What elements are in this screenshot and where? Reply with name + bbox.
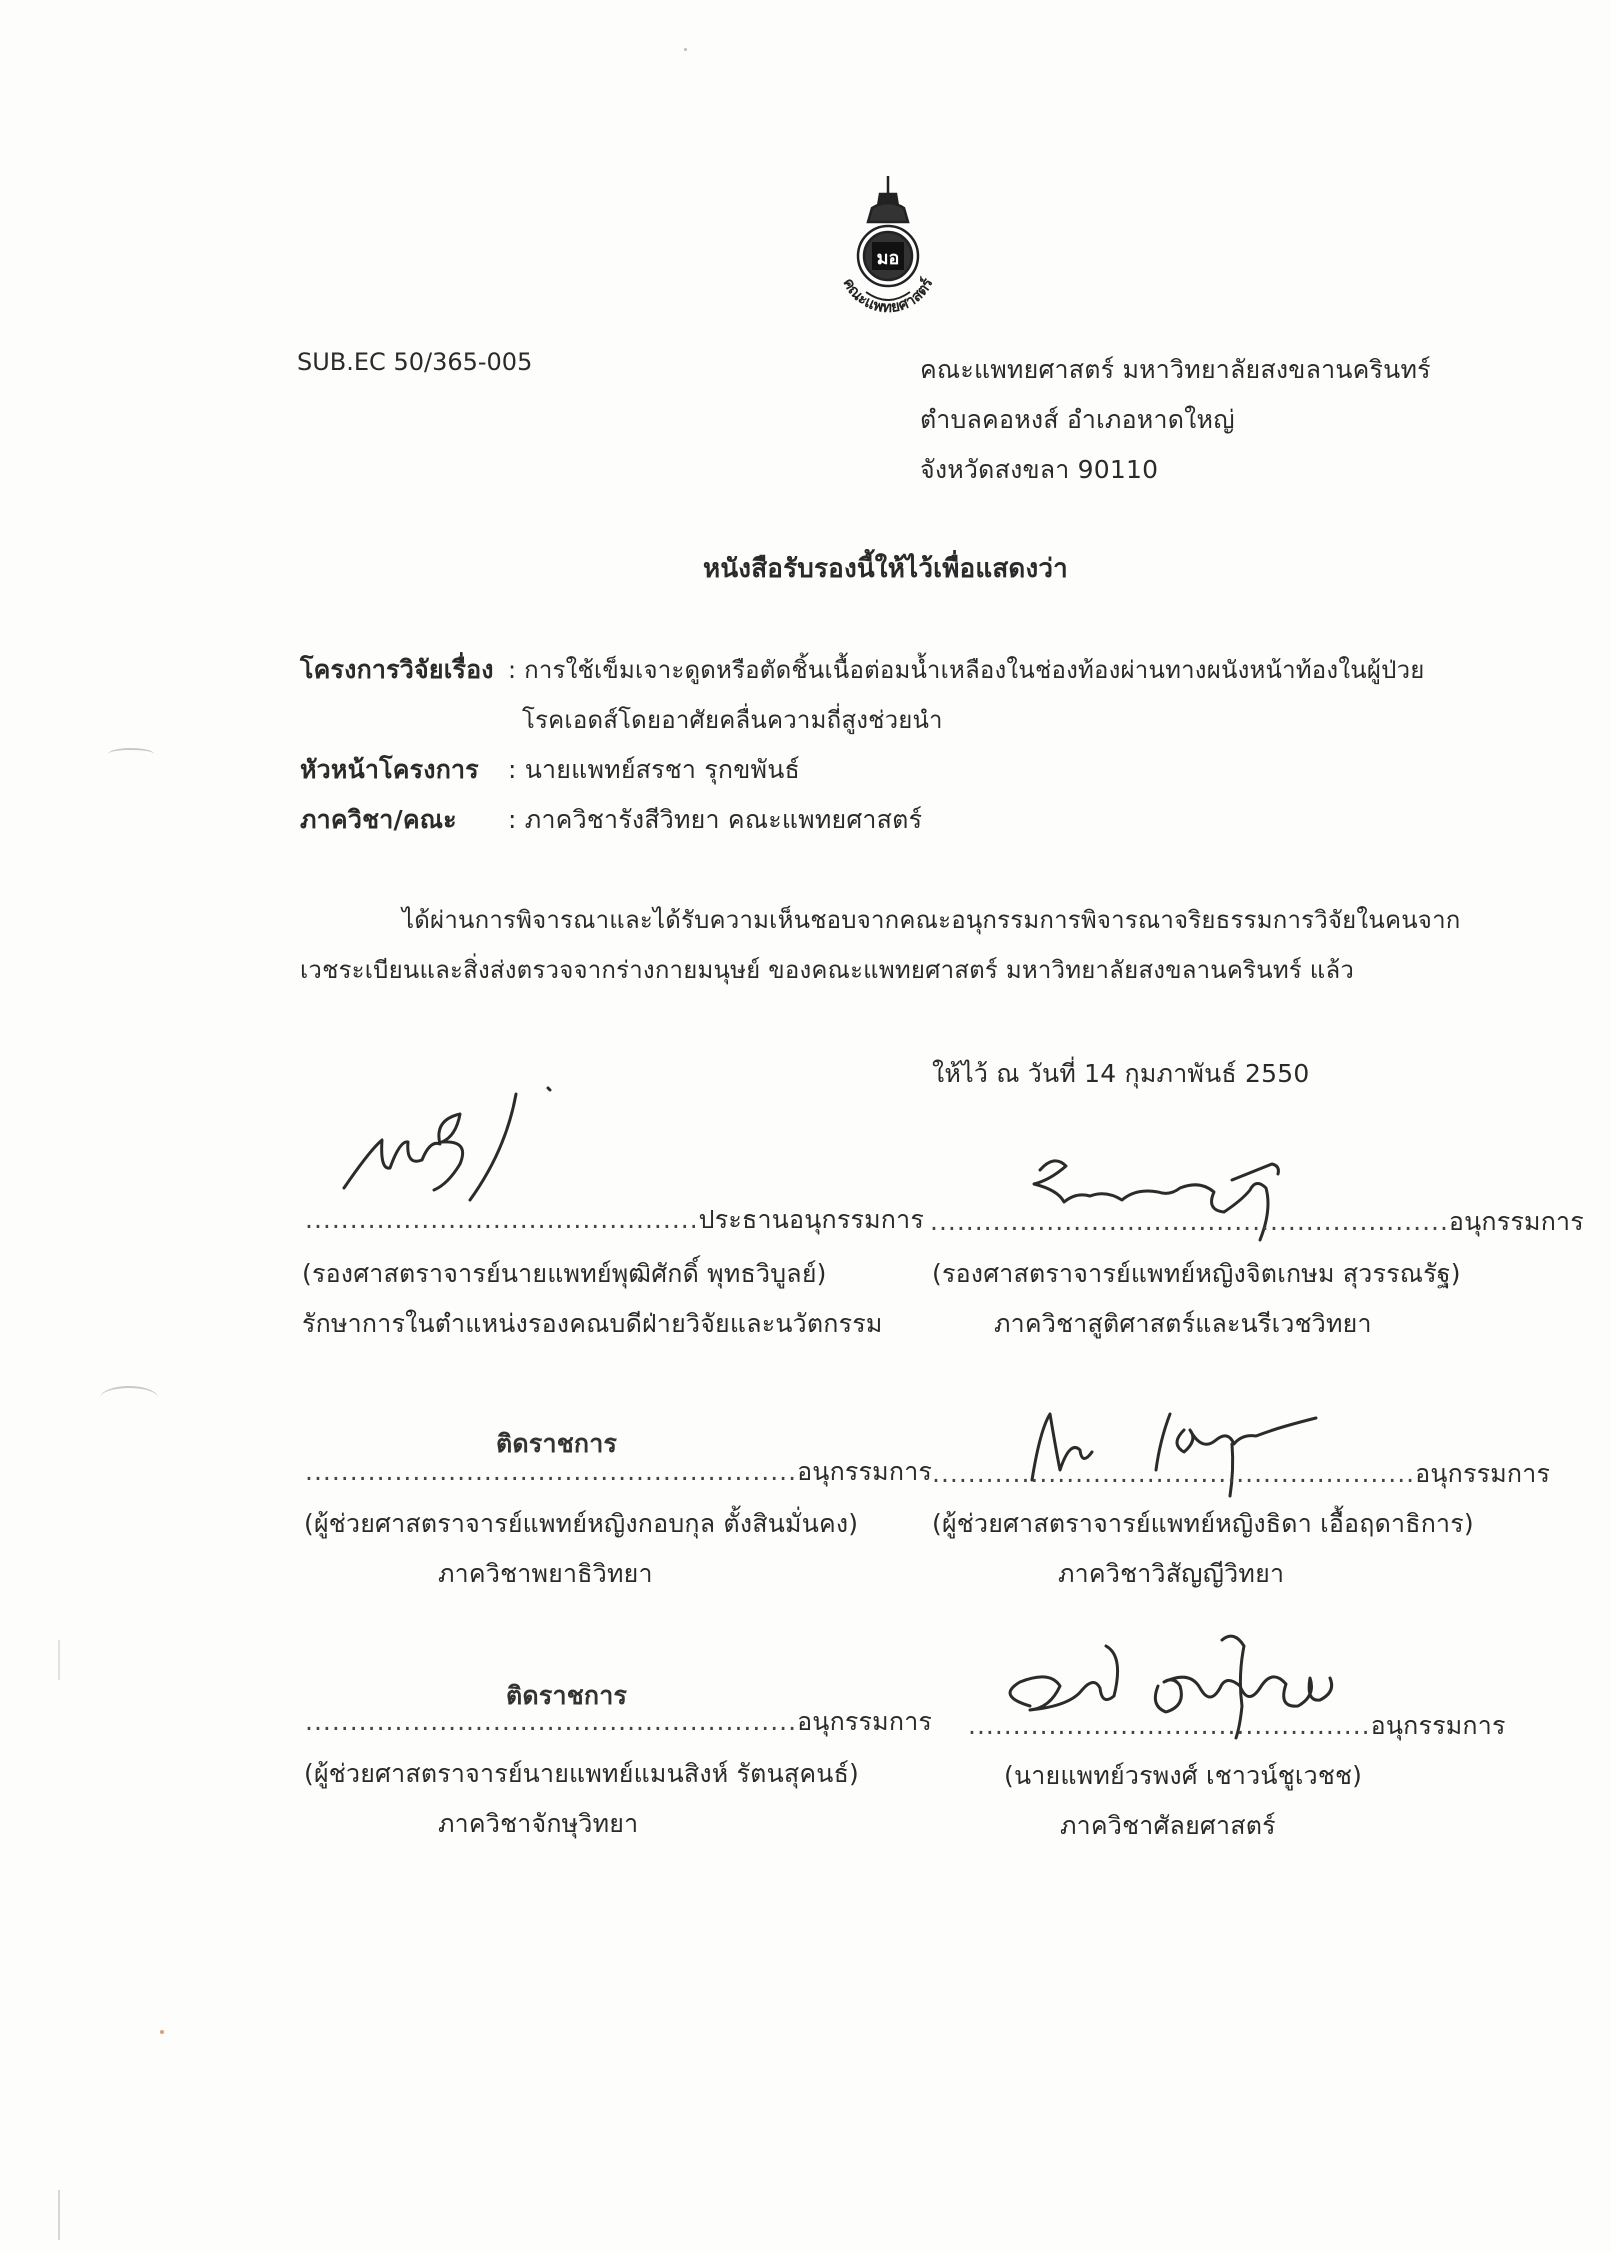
role-member-6: อนุกรรมการ xyxy=(1370,1711,1506,1740)
scan-smudge xyxy=(100,1386,158,1410)
scan-speck xyxy=(684,48,687,51)
project-topic-line-1: : การใช้เข็มเจาะดูดหรือตัดชิ้นเนื้อต่อมน้ำเหลืองในช่องท้องผ่านทางผนังหน้าท้องในผู้ป่วย xyxy=(508,656,1425,684)
reference-number: SUB.EC 50/365-005 xyxy=(297,348,533,376)
project-topic-line-2: โรคเอดส์โดยอาศัยคลื่นความถี่สูงช่วยนำ xyxy=(522,706,943,734)
signature-line-member-4 xyxy=(932,1454,1550,1494)
emblem-icon xyxy=(818,172,958,332)
dotted-line: ....................................................... xyxy=(305,1457,798,1486)
document-title: หนังสือรับรองนี้ให้ไว้เพื่อแสดงว่า xyxy=(703,554,1068,584)
address-line-1: คณะแพทยศาสตร์ มหาวิทยาลัยสงขลานครินทร์ xyxy=(920,355,1431,384)
dotted-line: ............................................ xyxy=(305,1205,699,1234)
signature-line-member-2 xyxy=(930,1202,1584,1242)
role-member-2: อนุกรรมการ xyxy=(1448,1207,1584,1236)
signature-chair xyxy=(330,1080,560,1210)
absent-note-5: ติดราชการ xyxy=(506,1681,628,1710)
signatory-position-5: ภาควิชาจักษุวิทยา xyxy=(438,1809,639,1838)
signatory-name-2: (รองศาสตราจารย์แพทย์หญิงจิตเกษม สุวรรณรัฐ) xyxy=(932,1259,1461,1288)
dotted-line: ....................................................... xyxy=(305,1707,798,1736)
body-line-1: ได้ผ่านการพิจารณาและได้รับความเห็นชอบจากคณะอนุกรรมการพิจารณาจริยธรรมการวิจัยในคนจาก xyxy=(402,906,1461,934)
signatory-name-4: (ผู้ช่วยศาสตราจารย์แพทย์หญิงธิดา เอื้อฤดาธิการ) xyxy=(932,1509,1474,1538)
role-member-3: อนุกรรมการ xyxy=(797,1457,933,1486)
role-chair: ประธานอนุกรรมการ xyxy=(698,1205,924,1234)
signature-line-member-5 xyxy=(305,1702,932,1742)
address-line-3: จังหวัดสงขลา 90110 xyxy=(920,455,1159,484)
signatory-position-6: ภาควิชาศัลยศาสตร์ xyxy=(1060,1811,1276,1840)
role-member-4: อนุกรรมการ xyxy=(1415,1459,1551,1488)
signatory-position-4: ภาควิชาวิสัญญีวิทยา xyxy=(1058,1559,1285,1588)
scan-line xyxy=(58,2190,60,2240)
body-line-2: เวชระเบียนและสิ่งส่งตรวจจากร่างกายมนุษย์ ของคณะแพทยศาสตร์ มหาวิทยาลัยสงขลานครินทร์ แล้ว xyxy=(300,956,1355,984)
emblem-arc-text: คณะแพทยศาสตร์ xyxy=(839,275,937,317)
issue-date: ให้ไว้ ณ วันที่ 14 กุมภาพันธ์ 2550 xyxy=(932,1059,1310,1088)
dotted-line: ...................................................... xyxy=(932,1459,1416,1488)
dotted-line: .......................................................... xyxy=(930,1207,1449,1236)
project-topic-label: โครงการวิจัยเรื่อง xyxy=(300,655,494,684)
signatory-name-1: (รองศาสตราจารย์นายแพทย์พุฒิศักดิ์ พุทธวิบูลย์) xyxy=(302,1259,827,1288)
dotted-line: ............................................. xyxy=(968,1711,1371,1740)
signature-line-member-6 xyxy=(968,1706,1506,1746)
address-line-2: ตำบลคอหงส์ อำเภอหาดใหญ่ xyxy=(920,405,1235,434)
signatory-name-6: (นายแพทย์วรพงศ์ เชาวน์ชูเวชช) xyxy=(1004,1761,1363,1790)
role-member-5: อนุกรรมการ xyxy=(797,1707,933,1736)
scan-line xyxy=(58,1640,60,1680)
scan-smudge xyxy=(108,748,154,760)
signatory-name-3: (ผู้ช่วยศาสตราจารย์แพทย์หญิงกอบกุล ตั้งสินมั่นคง) xyxy=(304,1509,859,1538)
project-dept-label: ภาควิชา/คณะ xyxy=(300,805,457,834)
signature-line-chair xyxy=(305,1200,924,1240)
signatory-name-5: (ผู้ช่วยศาสตราจารย์นายแพทย์แมนสิงห์ รัตนสุคนธ์) xyxy=(304,1759,859,1788)
signatory-position-1: รักษาการในตำแหน่งรองคณบดีฝ่ายวิจัยและนวัตกรรม xyxy=(302,1309,883,1338)
project-head-label: หัวหน้าโครงการ xyxy=(300,755,479,784)
scan-speck xyxy=(160,2030,164,2034)
absent-note-3: ติดราชการ xyxy=(496,1429,618,1458)
signature-line-member-3 xyxy=(305,1452,932,1492)
faculty-emblem xyxy=(818,172,958,332)
svg-text:มอ: มอ xyxy=(876,248,900,269)
signatory-position-2: ภาควิชาสูติศาสตร์และนรีเวชวิทยา xyxy=(994,1309,1372,1338)
signatory-position-3: ภาควิชาพยาธิวิทยา xyxy=(438,1559,653,1588)
project-dept-value: : ภาควิชารังสีวิทยา คณะแพทยศาสตร์ xyxy=(508,805,923,834)
project-head-value: : นายแพทย์สรชา รุกขพันธ์ xyxy=(508,755,800,784)
